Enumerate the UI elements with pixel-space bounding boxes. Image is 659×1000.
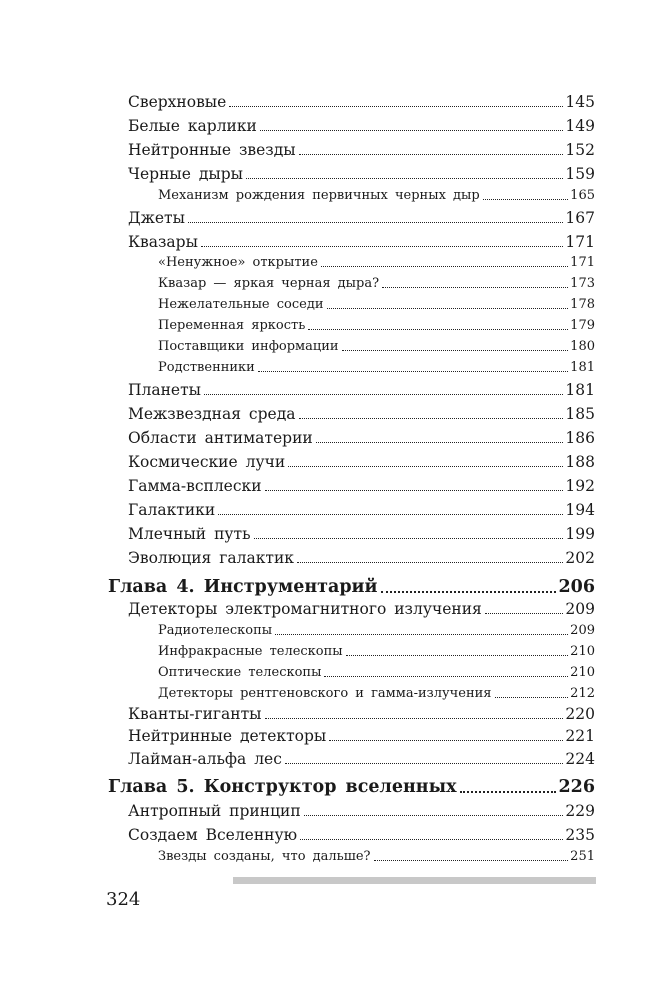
toc-entry: [128, 136, 595, 160]
toc-entry-title: «Ненужное» открытие: [158, 255, 318, 270]
toc-entry-title: Планеты: [128, 381, 202, 399]
toc-entry: [158, 250, 595, 271]
toc-entry-page: 152: [565, 141, 595, 159]
toc-entry: [158, 639, 595, 660]
toc-entry-title: Антропный принцип: [128, 802, 301, 820]
toc-entry-title: Нейтринные детекторы: [128, 727, 327, 745]
toc-entry-title: Поставщики информации: [158, 339, 339, 354]
toc-entry-page: 178: [570, 297, 595, 312]
toc-entry-page: 181: [565, 381, 595, 399]
toc-leader-dots: [329, 739, 563, 741]
toc-leader-dots: [265, 489, 564, 491]
toc-leader-dots: [374, 859, 569, 861]
toc-leader-dots: [275, 633, 568, 635]
toc-leader-dots: [321, 265, 568, 267]
toc-entry-page: 149: [565, 117, 595, 135]
toc-entry-title: Области антиматерии: [128, 429, 313, 447]
toc-entry-title: Родственники: [158, 360, 255, 375]
toc-entry: [128, 544, 595, 568]
footer-rule: [233, 877, 596, 884]
toc-entry-page: 212: [570, 686, 595, 701]
toc-entry-title: Галактики: [128, 501, 216, 519]
toc-entry-title: Кванты-гиганты: [128, 705, 262, 723]
toc-entry: [158, 660, 595, 681]
toc-leader-dots: [346, 654, 569, 656]
toc-entry: [128, 204, 595, 228]
toc-entry-page: 210: [570, 665, 595, 680]
toc-leader-dots: [342, 349, 569, 351]
toc-entry: [128, 520, 595, 544]
toc-entry: [158, 313, 595, 334]
toc-entry: [128, 376, 595, 400]
toc-entry: [128, 424, 595, 448]
toc-entry: [158, 271, 595, 292]
toc-leader-dots: [297, 561, 563, 563]
toc-entry-title: Нейтронные звезды: [128, 141, 296, 159]
toc-entry-page: 226: [558, 777, 595, 797]
toc-entry-page: 220: [565, 705, 595, 723]
toc-entry-title: Белые карлики: [128, 117, 257, 135]
toc-leader-dots: [285, 762, 564, 764]
toc-leader-dots: [204, 393, 563, 395]
toc-entry: [158, 183, 595, 204]
toc-entry: [158, 681, 595, 702]
toc-entry-title: Механизм рождения первичных черных дыр: [158, 188, 480, 203]
toc-entry-title: Оптические телескопы: [158, 665, 322, 680]
toc-entry-page: 209: [565, 600, 595, 618]
toc-entry-title: Звезды созданы, что дальше?: [158, 849, 371, 864]
toc-entry-title: Эволюция галактик: [128, 549, 294, 567]
toc-entry: [128, 160, 595, 184]
toc-entry: [128, 722, 595, 746]
toc-entry-title: Космические лучи: [128, 453, 286, 471]
toc-leader-dots: [260, 129, 564, 131]
toc-entry-page: 192: [565, 477, 595, 495]
toc-entry-page: 179: [570, 318, 595, 333]
toc-entry: [128, 821, 595, 845]
toc-entry-title: Глава 4. Инструментарий: [108, 577, 378, 597]
toc-entry-title: Инфракрасные телескопы: [158, 644, 343, 659]
toc-entry-page: 199: [565, 525, 595, 543]
toc-leader-dots: [381, 590, 557, 593]
toc-entry-page: 186: [565, 429, 595, 447]
toc-entry-title: Млечный путь: [128, 525, 251, 543]
page-number: 324: [106, 889, 141, 910]
toc-entry-title: Глава 5. Конструктор вселенных: [108, 777, 457, 797]
toc-leader-dots: [304, 814, 564, 816]
toc-entry-title: Радиотелескопы: [158, 623, 273, 638]
toc-entry-page: 171: [565, 233, 595, 251]
toc-entry-page: 221: [565, 727, 595, 745]
toc-entry-title: Квазар — яркая черная дыра?: [158, 276, 380, 291]
toc-entry: [158, 355, 595, 376]
toc-leader-dots: [308, 328, 568, 330]
toc-entry: [128, 700, 595, 724]
toc-entry-page: 229: [565, 802, 595, 820]
toc-entry-page: 202: [565, 549, 595, 567]
toc-entry-title: Переменная яркость: [158, 318, 306, 333]
toc-leader-dots: [254, 537, 564, 539]
toc-entry-page: 181: [570, 360, 595, 375]
toc-entry-page: 224: [565, 750, 595, 768]
toc-entry: [158, 618, 595, 639]
toc-entry-page: 235: [565, 826, 595, 844]
toc-entry-page: 173: [570, 276, 595, 291]
toc-leader-dots: [316, 441, 564, 443]
toc-leader-dots: [229, 105, 563, 107]
toc-entry-title: Создаем Вселенную: [128, 826, 298, 844]
toc-leader-dots: [483, 198, 568, 200]
toc-leader-dots: [246, 177, 563, 179]
toc-entry: [158, 292, 595, 313]
toc-leader-dots: [495, 696, 569, 698]
toc-entry: [158, 334, 595, 355]
toc-leader-dots: [288, 465, 563, 467]
toc-entry-title: Квазары: [128, 233, 198, 251]
toc-entry-title: Детекторы рентгеновского и гамма-излучения: [158, 686, 492, 701]
toc-entry: [128, 745, 595, 769]
toc-entry: [128, 88, 595, 112]
toc-entry-page: 171: [570, 255, 595, 270]
toc-entry: [128, 472, 595, 496]
toc-entry: [128, 496, 595, 520]
toc-leader-dots: [324, 675, 568, 677]
toc-entry: [158, 844, 595, 865]
toc-entry: [128, 228, 595, 252]
toc-entry-page: 145: [565, 93, 595, 111]
toc-leader-dots: [265, 717, 564, 719]
toc-entry-page: 159: [565, 165, 595, 183]
toc-entry-page: 188: [565, 453, 595, 471]
toc-leader-dots: [299, 417, 564, 419]
toc-leader-dots: [485, 612, 564, 614]
toc-entry-page: 251: [570, 849, 595, 864]
toc-entry: [128, 797, 595, 821]
toc-entry-title: Сверхновые: [128, 93, 227, 111]
toc-entry: [128, 400, 595, 424]
toc-entry-page: 165: [570, 188, 595, 203]
toc-entry-page: 180: [570, 339, 595, 354]
toc-leader-dots: [201, 245, 563, 247]
toc-leader-dots: [218, 513, 563, 515]
toc-leader-dots: [382, 286, 568, 288]
toc-entry-title: Детекторы электромагнитного излучения: [128, 600, 482, 618]
toc-leader-dots: [299, 153, 564, 155]
toc-entry-title: Нежелательные соседи: [158, 297, 324, 312]
toc-leader-dots: [300, 838, 563, 840]
toc-chapter-entry: [108, 772, 595, 798]
toc-leader-dots: [327, 307, 569, 309]
toc-entry-title: Гамма-всплески: [128, 477, 262, 495]
toc-entry: [128, 112, 595, 136]
toc-entry-page: 167: [565, 209, 595, 227]
toc-entry: [128, 448, 595, 472]
toc-entry-page: 210: [570, 644, 595, 659]
toc-entry: [128, 595, 595, 619]
toc-entry-page: 206: [558, 577, 595, 597]
toc-entry-title: Лайман-альфа лес: [128, 750, 282, 768]
toc-entry-page: 209: [570, 623, 595, 638]
toc-entry-title: Джеты: [128, 209, 185, 227]
toc-leader-dots: [258, 370, 568, 372]
toc-entry-title: Черные дыры: [128, 165, 243, 183]
toc-leader-dots: [188, 221, 563, 223]
toc-entry-title: Межзвездная среда: [128, 405, 296, 423]
toc-entry-page: 194: [565, 501, 595, 519]
toc-leader-dots: [460, 790, 557, 793]
toc-entry-page: 185: [565, 405, 595, 423]
